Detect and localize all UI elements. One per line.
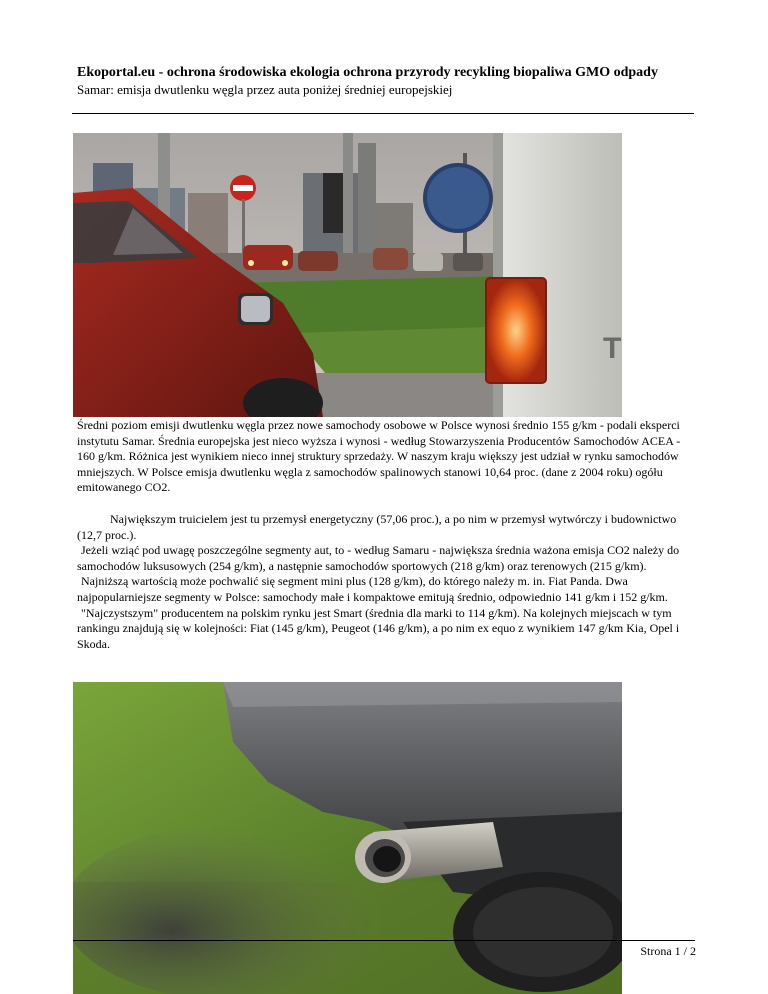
exhaust-pipe-photo — [73, 682, 622, 994]
page-number: Strona 1 / 2 — [640, 944, 696, 958]
traffic-photo — [73, 133, 622, 417]
header-divider — [72, 113, 694, 114]
article-paragraph: Średni poziom emisji dwutlenku węgla przez nowe samochody osobowe w Polsce wynosi średnio 155 g/km - podali eksperci instytutu Samar. Średnia europejska jest nieco wyższa i wynosi - według Stowarzyszenia Producentów Samochodów ACEA - 160 g/km. Różnica jest wynikiem nieco innej struktury sprzedaży. W naszym kraju większy jest udział w rynku samochodów mniejszych. W Polsce emisja dwutlenku węgla z samochodów spalinowych stanowi 10,64 proc. (dane z 2004 roku) ogółu emitowanego CO2. — [77, 418, 681, 495]
article-paragraph: Najniższą wartością może pochwalić się segment mini plus (128 g/km), do którego należy m. in. Fiat Panda. Dwa najpopularniejsze segmenty w Polsce: samochody małe i kompaktowe emitują średnio, odpowiednio 141 g/km i 152 g/km. — [77, 574, 668, 604]
article-title: Samar: emisja dwutlenku węgla przez auta poniżej średniej europejskiej — [77, 82, 453, 97]
article-paragraph: Jeżeli wziąć pod uwagę poszczególne segmenty aut, to - według Samaru - największa średnia ważona emisja CO2 należy do samochodów luksusowych (254 g/km), a następnie samochodów sportowych (218 g/km) oraz terenowych (215 g/km). — [77, 543, 680, 573]
article-paragraph: "Najczystszym" producentem na polskim rynku jest Smart (średnia dla marki to 114 g/km). Na kolejnych miejscach w tym rankingu znajdują się w kolejności: Fiat (145 g/km), Peugeot (146 g/km), a po nim ex equo z wynikiem 147 g/km Kia, Opel i Skoda. — [77, 605, 680, 651]
article-paragraph: Największym truicielem jest tu przemysł energetyczny (57,06 proc.), a po nim w przemysł wytwórczy i budownictwo (12,7 proc.). — [77, 511, 677, 542]
svg-text:T: T — [603, 332, 622, 365]
page-title: Ekoportal.eu - ochrona środowiska ekologia ochrona przyrody recykling biopaliwa GMO odpady — [77, 65, 658, 80]
footer-divider — [73, 940, 695, 941]
article-body — [77, 418, 699, 652]
